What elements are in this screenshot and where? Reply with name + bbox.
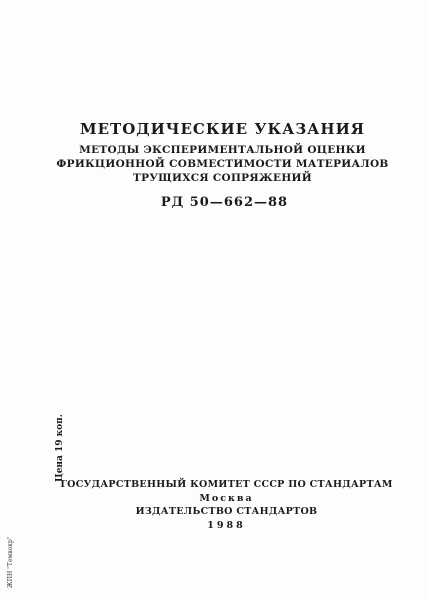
- publisher-committee: ГОСУДАРСТВЕННЫЙ КОМИТЕТ СССР ПО СТАНДАРТАМ: [60, 479, 393, 490]
- title-line-1: МЕТОДЫ ЭКСПЕРИМЕНТАЛЬНОЙ ОЦЕНКИ: [79, 144, 366, 156]
- price-note: Цена 19 коп.: [55, 414, 65, 482]
- document-type-heading: МЕТОДИЧЕСКИЕ УКАЗАНИЯ: [80, 120, 365, 138]
- publisher-house: ИЗДАТЕЛЬСТВО СТАНДАРТОВ: [135, 506, 318, 517]
- title-line-2: ФРИКЦИОННОЙ СОВМЕСТИМОСТИ МАТЕРИАЛОВ: [56, 158, 389, 170]
- publisher-block: [12, 478, 429, 532]
- publication-year: 1988: [207, 519, 246, 531]
- print-mark: ЖПН "Темвокр": [7, 536, 14, 588]
- publisher-city: Москва: [199, 492, 254, 504]
- title-line-3: ТРУЩИХСЯ СОПРЯЖЕНИЙ: [133, 172, 312, 184]
- document-number: РД 50—662—88: [160, 195, 289, 210]
- document-title: [8, 143, 429, 185]
